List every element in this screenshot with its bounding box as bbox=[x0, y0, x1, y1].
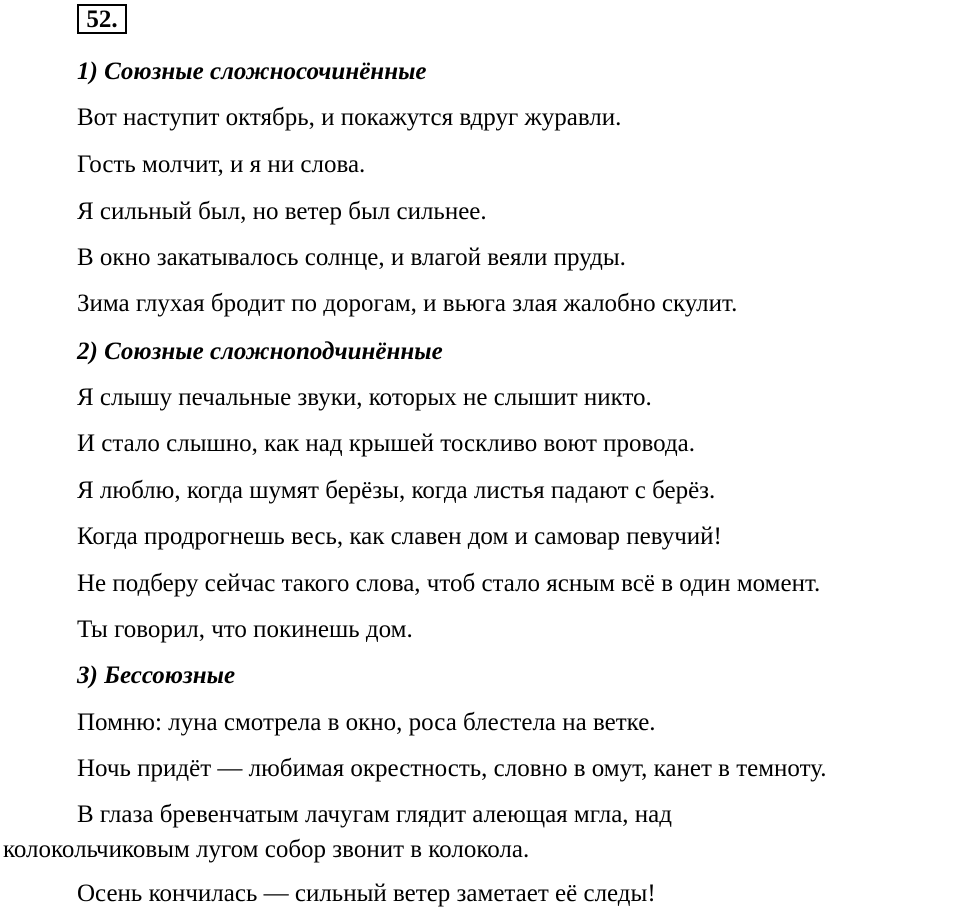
sentence-line: Не подберу сейчас такого слова, чтоб стало ясным всё в один момент. bbox=[77, 570, 821, 597]
sentence-line: Осень кончилась — сильный ветер заметает её следы! bbox=[77, 880, 656, 907]
section-heading-complex: 2) Союзные сложноподчинённые bbox=[77, 338, 443, 365]
sentence-line: Ты говорил, что покинешь дом. bbox=[77, 616, 413, 643]
sentence-line: Я сильный был, но ветер был сильнее. bbox=[77, 198, 487, 225]
sentence-line: Помню: луна смотрела в окно, роса блестела на ветке. bbox=[77, 709, 656, 736]
sentence-line-continuation: колокольчиковым лугом собор звонит в колокола. bbox=[3, 836, 530, 863]
section-heading-asyndetic: 3) Бессоюзные bbox=[77, 662, 236, 689]
sentence-line: В окно закатывалось солнце, и влагой веяли пруды. bbox=[77, 244, 626, 271]
section-heading-compound: 1) Союзные сложносочинённые bbox=[77, 58, 427, 85]
exercise-number: 52. bbox=[77, 4, 127, 34]
sentence-line: В глаза бревенчатым лачугам глядит алеющая мгла, над bbox=[77, 801, 672, 828]
sentence-line: Я слышу печальные звуки, которых не слышит никто. bbox=[77, 384, 652, 411]
sentence-line: И стало слышно, как над крышей тоскливо воют провода. bbox=[77, 430, 696, 457]
sentence-line: Когда продрогнешь весь, как славен дом и самовар певучий! bbox=[77, 523, 722, 550]
sentence-line: Вот наступит октябрь, и покажутся вдруг журавли. bbox=[77, 104, 622, 131]
sentence-line: Зима глухая бродит по дорогам, и вьюга злая жалобно скулит. bbox=[77, 290, 738, 317]
sentence-line: Гость молчит, и я ни слова. bbox=[77, 151, 366, 178]
sentence-line: Ночь придёт — любимая окрестность, словно в омут, канет в темноту. bbox=[77, 755, 827, 782]
sentence-line: Я люблю, когда шумят берёзы, когда листья падают с берёз. bbox=[77, 477, 716, 504]
